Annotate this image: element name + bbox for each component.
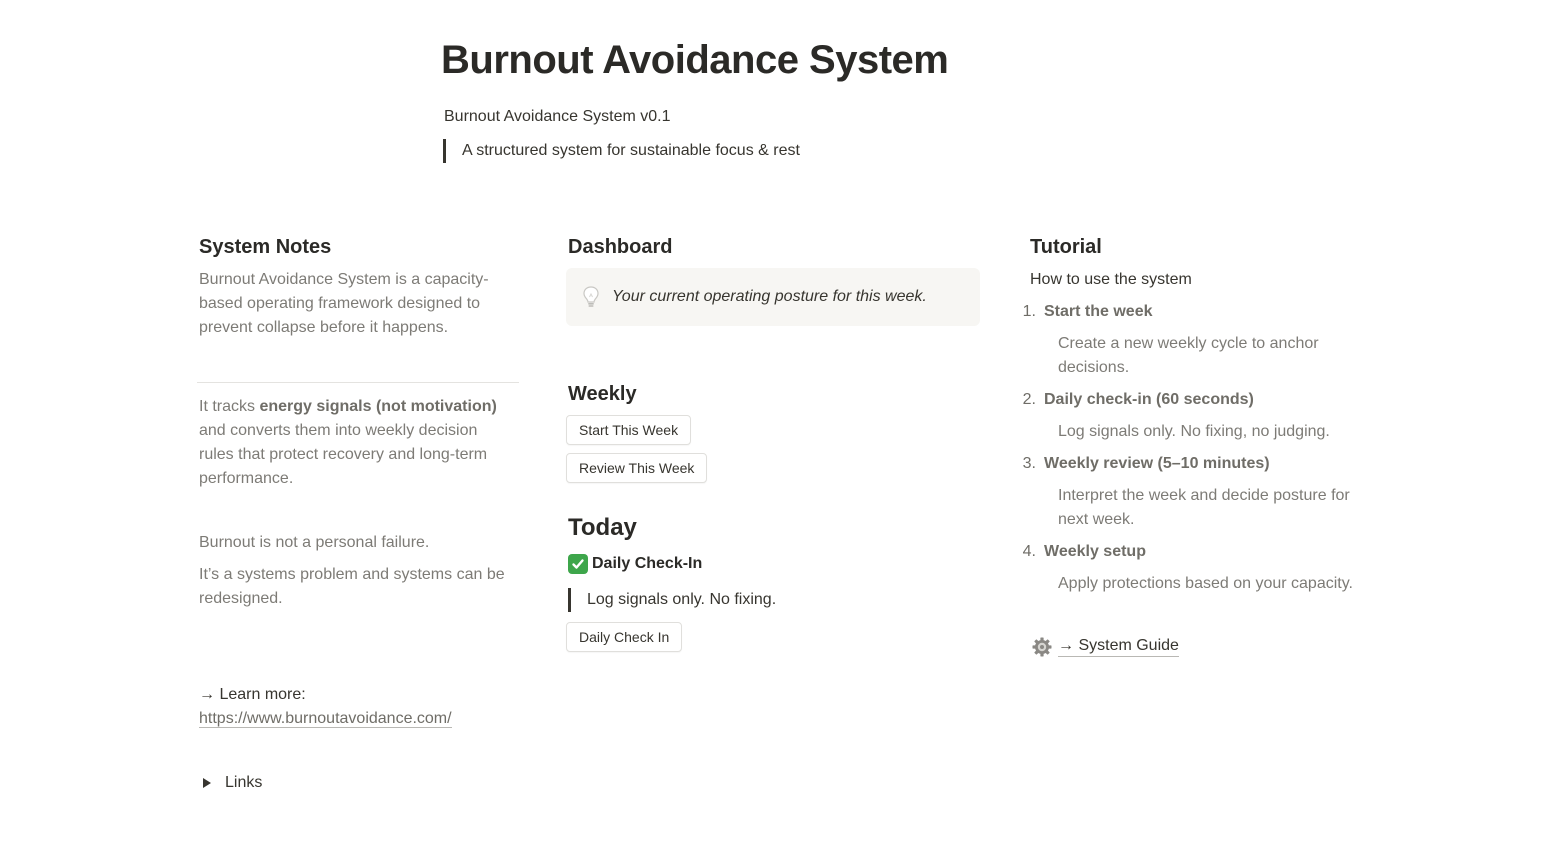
not-failure-text: Burnout is not a personal failure. [199, 534, 430, 551]
weekly-heading: Weekly [568, 383, 637, 405]
system-guide-label[interactable]: → System Guide [1058, 636, 1179, 657]
system-notes-heading: System Notes [199, 236, 332, 258]
learn-more [199, 683, 452, 731]
step-number: 2. [1022, 391, 1036, 408]
today-heading: Today [568, 514, 637, 541]
system-notes-tracks [199, 395, 509, 491]
tutorial-step [1022, 452, 1370, 532]
gear-icon[interactable] [1032, 637, 1052, 657]
step-number: 3. [1022, 455, 1036, 472]
version-text: Burnout Avoidance System v0.1 [444, 108, 671, 125]
step-description: Log signals only. No fixing, no judging. [1058, 423, 1330, 440]
system-notes-intro: Burnout Avoidance System is a capacity-based operating framework designed to prevent collapse before it happens. [199, 271, 489, 336]
posture-callout-text: Your current operating posture for this week. [612, 288, 927, 305]
tracks-bold: energy signals (not motivation) [259, 398, 497, 415]
checkin-quote: Log signals only. No fixing. [568, 588, 776, 612]
weekly-heading-wrap [568, 381, 637, 407]
today-heading-wrap [568, 513, 637, 543]
step-title: 4. Weekly setup [1030, 540, 1370, 564]
tracks-suffix: and converts them into weekly decision rules that protect recovery and long-term performance. [199, 422, 488, 487]
links-toggle-label: Links [225, 774, 263, 791]
posture-callout [566, 268, 980, 326]
daily-checkin-heading [568, 554, 702, 574]
links-toggle[interactable] [197, 771, 262, 795]
tutorial-heading: Tutorial [1030, 236, 1102, 258]
daily-check-in-button[interactable]: Daily Check In [566, 622, 682, 652]
step-description: Apply protections based on your capacity. [1058, 575, 1353, 592]
systems-problem-text: It’s a systems problem and systems can be redesigned. [199, 566, 505, 607]
check-mark-icon [568, 554, 588, 574]
lightbulb-icon [582, 285, 600, 309]
step-description: Interpret the week and decide posture for next week. [1058, 487, 1350, 528]
tracks-prefix: It tracks [199, 398, 260, 415]
daily-checkin-label: Daily Check-In [592, 555, 703, 572]
tutorial-step [1022, 540, 1370, 596]
tagline-quote: A structured system for sustainable focus & rest [443, 139, 800, 163]
step-title: 2. Daily check-in (60 seconds) [1030, 388, 1370, 412]
review-this-week-button[interactable]: Review This Week [566, 453, 707, 483]
step-number: 1. [1022, 303, 1036, 320]
learn-more-label: → Learn more: [199, 686, 306, 703]
tutorial-subtitle: How to use the system [1030, 271, 1192, 288]
triangle-right-icon[interactable] [203, 778, 211, 788]
system-guide-link[interactable] [1032, 636, 1179, 657]
dashboard-heading: Dashboard [568, 236, 673, 258]
step-title: 3. Weekly review (5–10 minutes) [1030, 452, 1370, 476]
page-title: Burnout Avoidance System [441, 38, 949, 82]
step-number: 4. [1022, 543, 1036, 560]
tutorial-step [1022, 388, 1370, 444]
start-this-week-button[interactable]: Start This Week [566, 415, 691, 445]
step-title: 1. Start the week [1030, 300, 1370, 324]
step-description: Create a new weekly cycle to anchor decisions. [1058, 335, 1319, 376]
learn-more-link[interactable]: https://www.burnoutavoidance.com/ [199, 710, 452, 727]
tutorial-step [1022, 300, 1370, 380]
divider [197, 382, 519, 383]
